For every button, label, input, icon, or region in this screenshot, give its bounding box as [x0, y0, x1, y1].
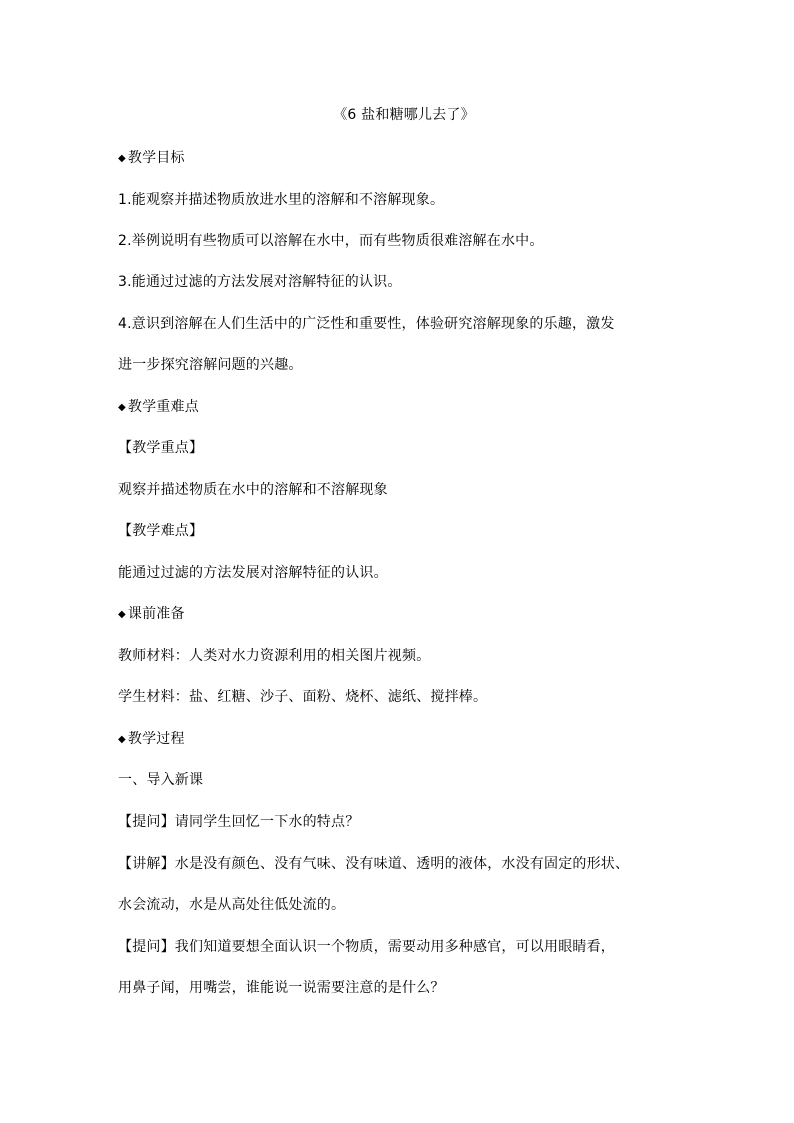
section-heading-objectives — [118, 148, 690, 170]
heading-text: 课前准备 — [127, 606, 185, 622]
intro-heading: 一、导入新课 — [118, 772, 204, 788]
question-2-line-1: 【提问】我们知道要想全面认识一个物质，需要动用多种感官，可以用眼睛看， — [118, 939, 615, 955]
lecture-1-line-2: 水会流动，水是从高处往低处流的。 — [118, 897, 346, 913]
heading-text: 教学重难点 — [127, 399, 199, 415]
objective-3: 3.能通过过滤的方法发展对溶解特征的认识。 — [118, 274, 402, 290]
heading-text: 教学目标 — [127, 150, 185, 166]
teacher-materials: 教师材料：人类对水力资源利用的相关图片视频。 — [118, 648, 431, 664]
key-point-label: 【教学重点】 — [118, 440, 204, 456]
student-materials: 学生材料：盐、红糖、沙子、面粉、烧杯、滤纸、搅拌棒。 — [118, 689, 488, 705]
objective-2: 2.举例说明有些物质可以溶解在水中，而有些物质很难溶解在水中。 — [118, 233, 544, 249]
diamond-bullet-icon: ◆ — [118, 609, 126, 620]
lecture-1-line-1: 【讲解】水是没有颜色、没有气味、没有味道、透明的液体，水没有固定的形状、 — [118, 856, 630, 872]
key-point-text: 观察并描述物质在水中的溶解和不溶解现象 — [118, 482, 388, 498]
section-heading-key-points — [118, 397, 690, 419]
section-heading-prep — [118, 604, 690, 626]
objective-4-line-1: 4.意识到溶解在人们生活中的广泛性和重要性，体验研究溶解现象的乐趣，激发 — [118, 316, 615, 332]
diamond-bullet-icon: ◆ — [118, 402, 126, 413]
difficulty-label: 【教学难点】 — [118, 523, 204, 539]
difficulty-text: 能通过过滤的方法发展对溶解特征的认识。 — [118, 565, 388, 581]
section-heading-process — [118, 729, 690, 751]
diamond-bullet-icon: ◆ — [118, 734, 126, 745]
question-2-line-2: 用鼻子闻，用嘴尝，谁能说一说需要注意的是什么？ — [118, 980, 445, 996]
diamond-bullet-icon: ◆ — [118, 153, 126, 164]
question-1: 【提问】请同学生回忆一下水的特点？ — [118, 814, 360, 830]
document-title: 《6 盐和糖哪儿去了》 — [333, 107, 475, 123]
objective-1: 1.能观察并描述物质放进水里的溶解和不溶解现象。 — [118, 192, 445, 208]
heading-text: 教学过程 — [127, 731, 185, 747]
objective-4-line-2: 进一步探究溶解问题的兴趣。 — [118, 357, 303, 373]
